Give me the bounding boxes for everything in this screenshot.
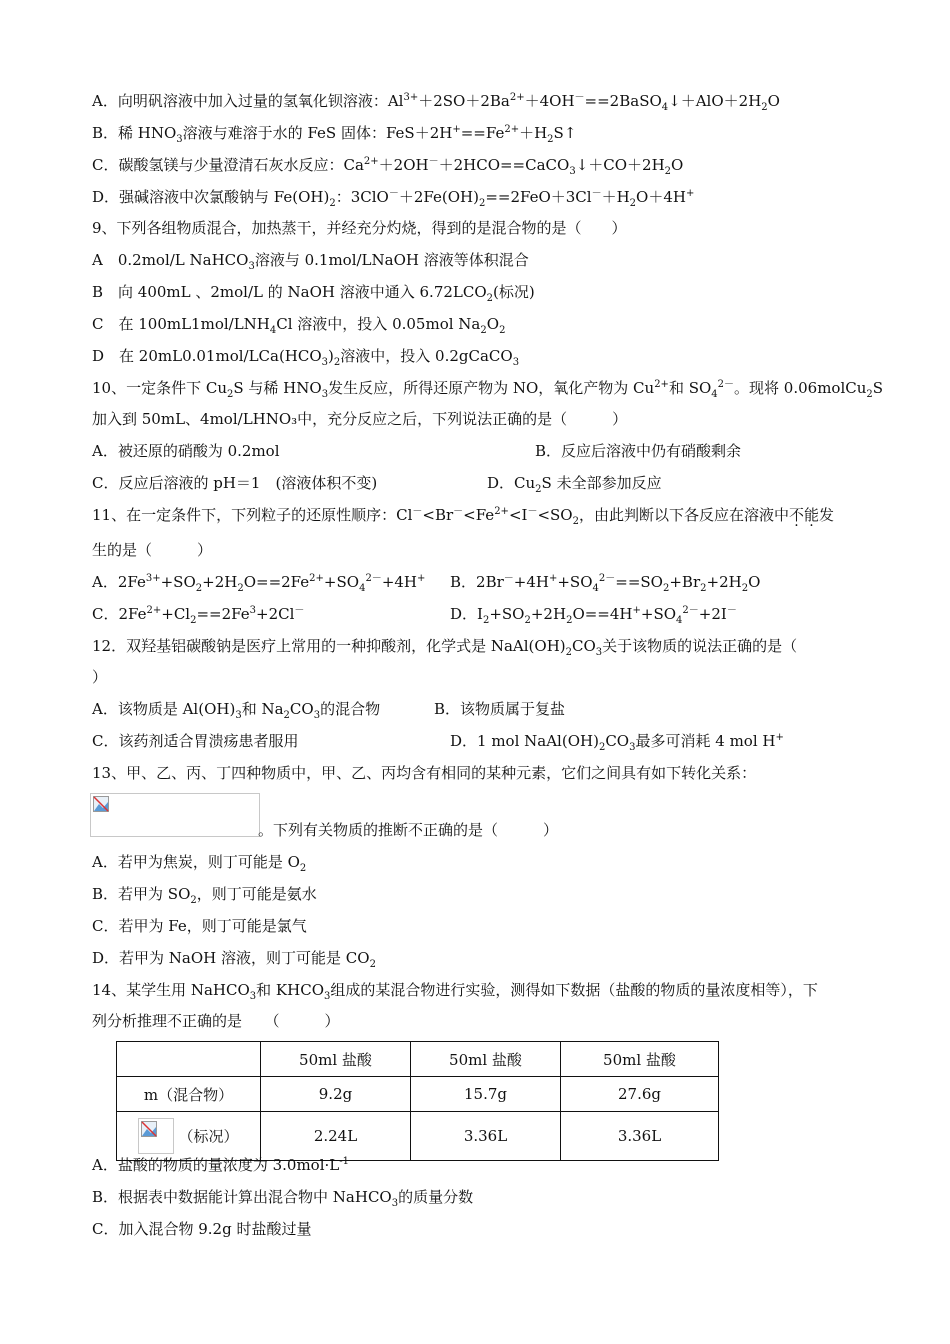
q14-data-table [116,1041,719,1161]
q10-option-d: D．$Cu_2S$ 未全部参加反应 [487,474,662,495]
q13-option-d: D．若甲为 NaOH 溶液，则丁可能是 $CO_2$ [92,949,376,970]
q13-stem-line2: 。下列有关物质的推断不正确的是（ ） [258,821,559,839]
table-cell: 3.36L [561,1112,719,1161]
q9-stem: 9、下列各组物质混合，加热蒸干，并经充分灼烧，得到的是混合物的是（ ） [92,219,627,237]
q11-stem-line1: 11、在一定条件下，下列粒子的还原性顺序：$Cl^-<Br^-<Fe^{2+}<I^-<SO_2$，由此判断以下各反应在溶液中不能发 [92,506,835,527]
q14-option-a: A．盐酸的物质的量浓度为 $3.0mol\cdot L^{-1}$ [92,1156,349,1174]
q12-stem-line1: 12．双羟基铝碳酸钠是医疗上常用的一种抑酸剂，化学式是 $NaAl(OH)_2CO_3$关于该物质的说法正确的是（ [92,637,798,658]
table-cell: 27.6g [561,1077,719,1112]
q10-option-b: B．反应后溶液中仍有硝酸剩余 [535,442,742,460]
q9-option-a: A 0.2mol/L NaHCO$_3$溶液与 0.1mol/LNaOH 溶液等体积混合 [92,251,529,272]
q14-stem-line1: 14、某学生用 NaHCO$_3$和 $KHCO_3$组成的某混合物进行实验，测得如下数据（盐酸的物质的量浓度相等），下 [92,981,818,1002]
q13-option-a: A．若甲为焦炭，则丁可能是 $O_2$ [92,853,307,874]
q14-stem-line2: 列分析推理不正确的是 （ ） [92,1012,340,1030]
q12-stem-line2: ） [92,668,108,686]
q10-option-a: A．被还原的硝酸为 0.2mol [92,442,280,460]
broken-image-icon [93,796,109,812]
q8-option-a: A．向明矾溶液中加入过量的氢氧化钡溶液：$Al^{3+}+2SO+2Ba^{2+}+4OH^-==2BaSO_4↓+AlO+2H_2O$ [92,92,780,113]
q10-option-c: C．反应后溶液的 pH＝1 (溶液体积不变) [92,474,378,492]
table-cell: 50ml 盐酸 [261,1042,411,1077]
table-cell: 2.24L [261,1112,411,1161]
q13-stem-line1: 13、甲、乙、丙、丁四种物质中，甲、乙、丙均含有相同的某种元素，它们之间具有如下转化关系： [92,764,757,782]
broken-image-icon [141,1121,157,1137]
table-row [117,1112,719,1161]
gas-volume-image [138,1118,174,1154]
table-cell: 3.36L [411,1112,561,1161]
q11-stem-line2: 生的是（ ） [92,541,213,559]
q14-option-c: C．加入混合物 9.2g 时盐酸过量 [92,1220,312,1238]
q11-option-a: A．$2Fe^{3+}+SO_2+2H_2O==2Fe^{2+}+SO_4^{2-}+4H^+$ [92,573,426,594]
table-cell: m（混合物） [117,1077,261,1112]
q11-option-d: D．$I_2+SO_2+2H_2O==4H^++SO_4^{2-}+2I^-$ [450,605,737,626]
q10-stem-line2: 加入到 50mL、4mol/LHNO₃中，充分反应之后，下列说法正确的是（ ） [92,410,628,428]
q12-option-a: A．该物质是 $Al(OH)_3$和 $Na_2CO_3$的混合物 [92,700,381,721]
table-cell: 50ml 盐酸 [411,1042,561,1077]
table-cell: 50ml 盐酸 [561,1042,719,1077]
q9-option-d: D 在 $20mL0.01mol/LCa(HCO_3)_2$溶液中，投入 0.2gCaCO$_3$ [92,347,520,368]
table-cell-gas-volume: （标况） [117,1112,261,1161]
q11-option-c: C．$2Fe^{2+}+Cl_2==2Fe^3+2Cl^-$ [92,605,305,626]
table-header-row [117,1042,719,1077]
q8-option-c: C．碳酸氢镁与少量澄清石灰水反应：$Ca^{2+}+2OH^-+2HCO==CaCO_3↓+CO+2H_2O$ [92,156,684,177]
q12-option-c: C．该药剂适合胃溃疡患者服用 [92,732,299,750]
q9-option-c: C 在 $100mL1mol/LNH_4Cl$ 溶液中，投入 0.05mol $Na_2O_2$ [92,315,506,336]
q8-option-b: B．稀 $HNO_3$溶液与难溶于水的 FeS 固体：$FeS+2H^+==Fe^{2+}+H_2S↑$ [92,124,577,145]
q12-option-b: B．该物质属于复盐 [434,700,566,718]
q9-option-b: B 向 400mL 、2mol/L 的 NaOH 溶液中通入 $6.72LCO_2$(标况) [92,283,535,304]
table-row [117,1077,719,1112]
q8-option-d: D．强碱溶液中次氯酸钠与 $Fe(OH)_2$：$3ClO^-+2Fe(OH)_2==2FeO+3Cl^-+H_2O+4H^+$ [92,188,695,209]
q10-stem-line1: 10、一定条件下 $Cu_2S$ 与稀 $HNO_3$发生反应，所得还原产物为 NO，氧化产物为 $Cu^{2+}$和 $SO_4^{2-}$。现将 0.06molCu$_2$S [92,379,884,400]
table-cell: 9.2g [261,1077,411,1112]
q11-option-b: B．$2Br^-+4H^++SO_4^{2-}==SO_2+Br_2+2H_2O$ [450,573,761,594]
table-cell [117,1042,261,1077]
conversion-diagram-image [90,793,260,837]
table-cell: 15.7g [411,1077,561,1112]
q13-option-b: B．若甲为 $SO_2$，则丁可能是氨水 [92,885,317,906]
q12-option-d: D．1 mol $NaAl(OH)_2CO_3$最多可消耗 4 mol H+ [450,732,784,753]
q13-option-c: C．若甲为 Fe，则丁可能是氯气 [92,917,307,935]
q14-option-b: B．根据表中数据能计算出混合物中 NaHCO$_3$的质量分数 [92,1188,474,1209]
